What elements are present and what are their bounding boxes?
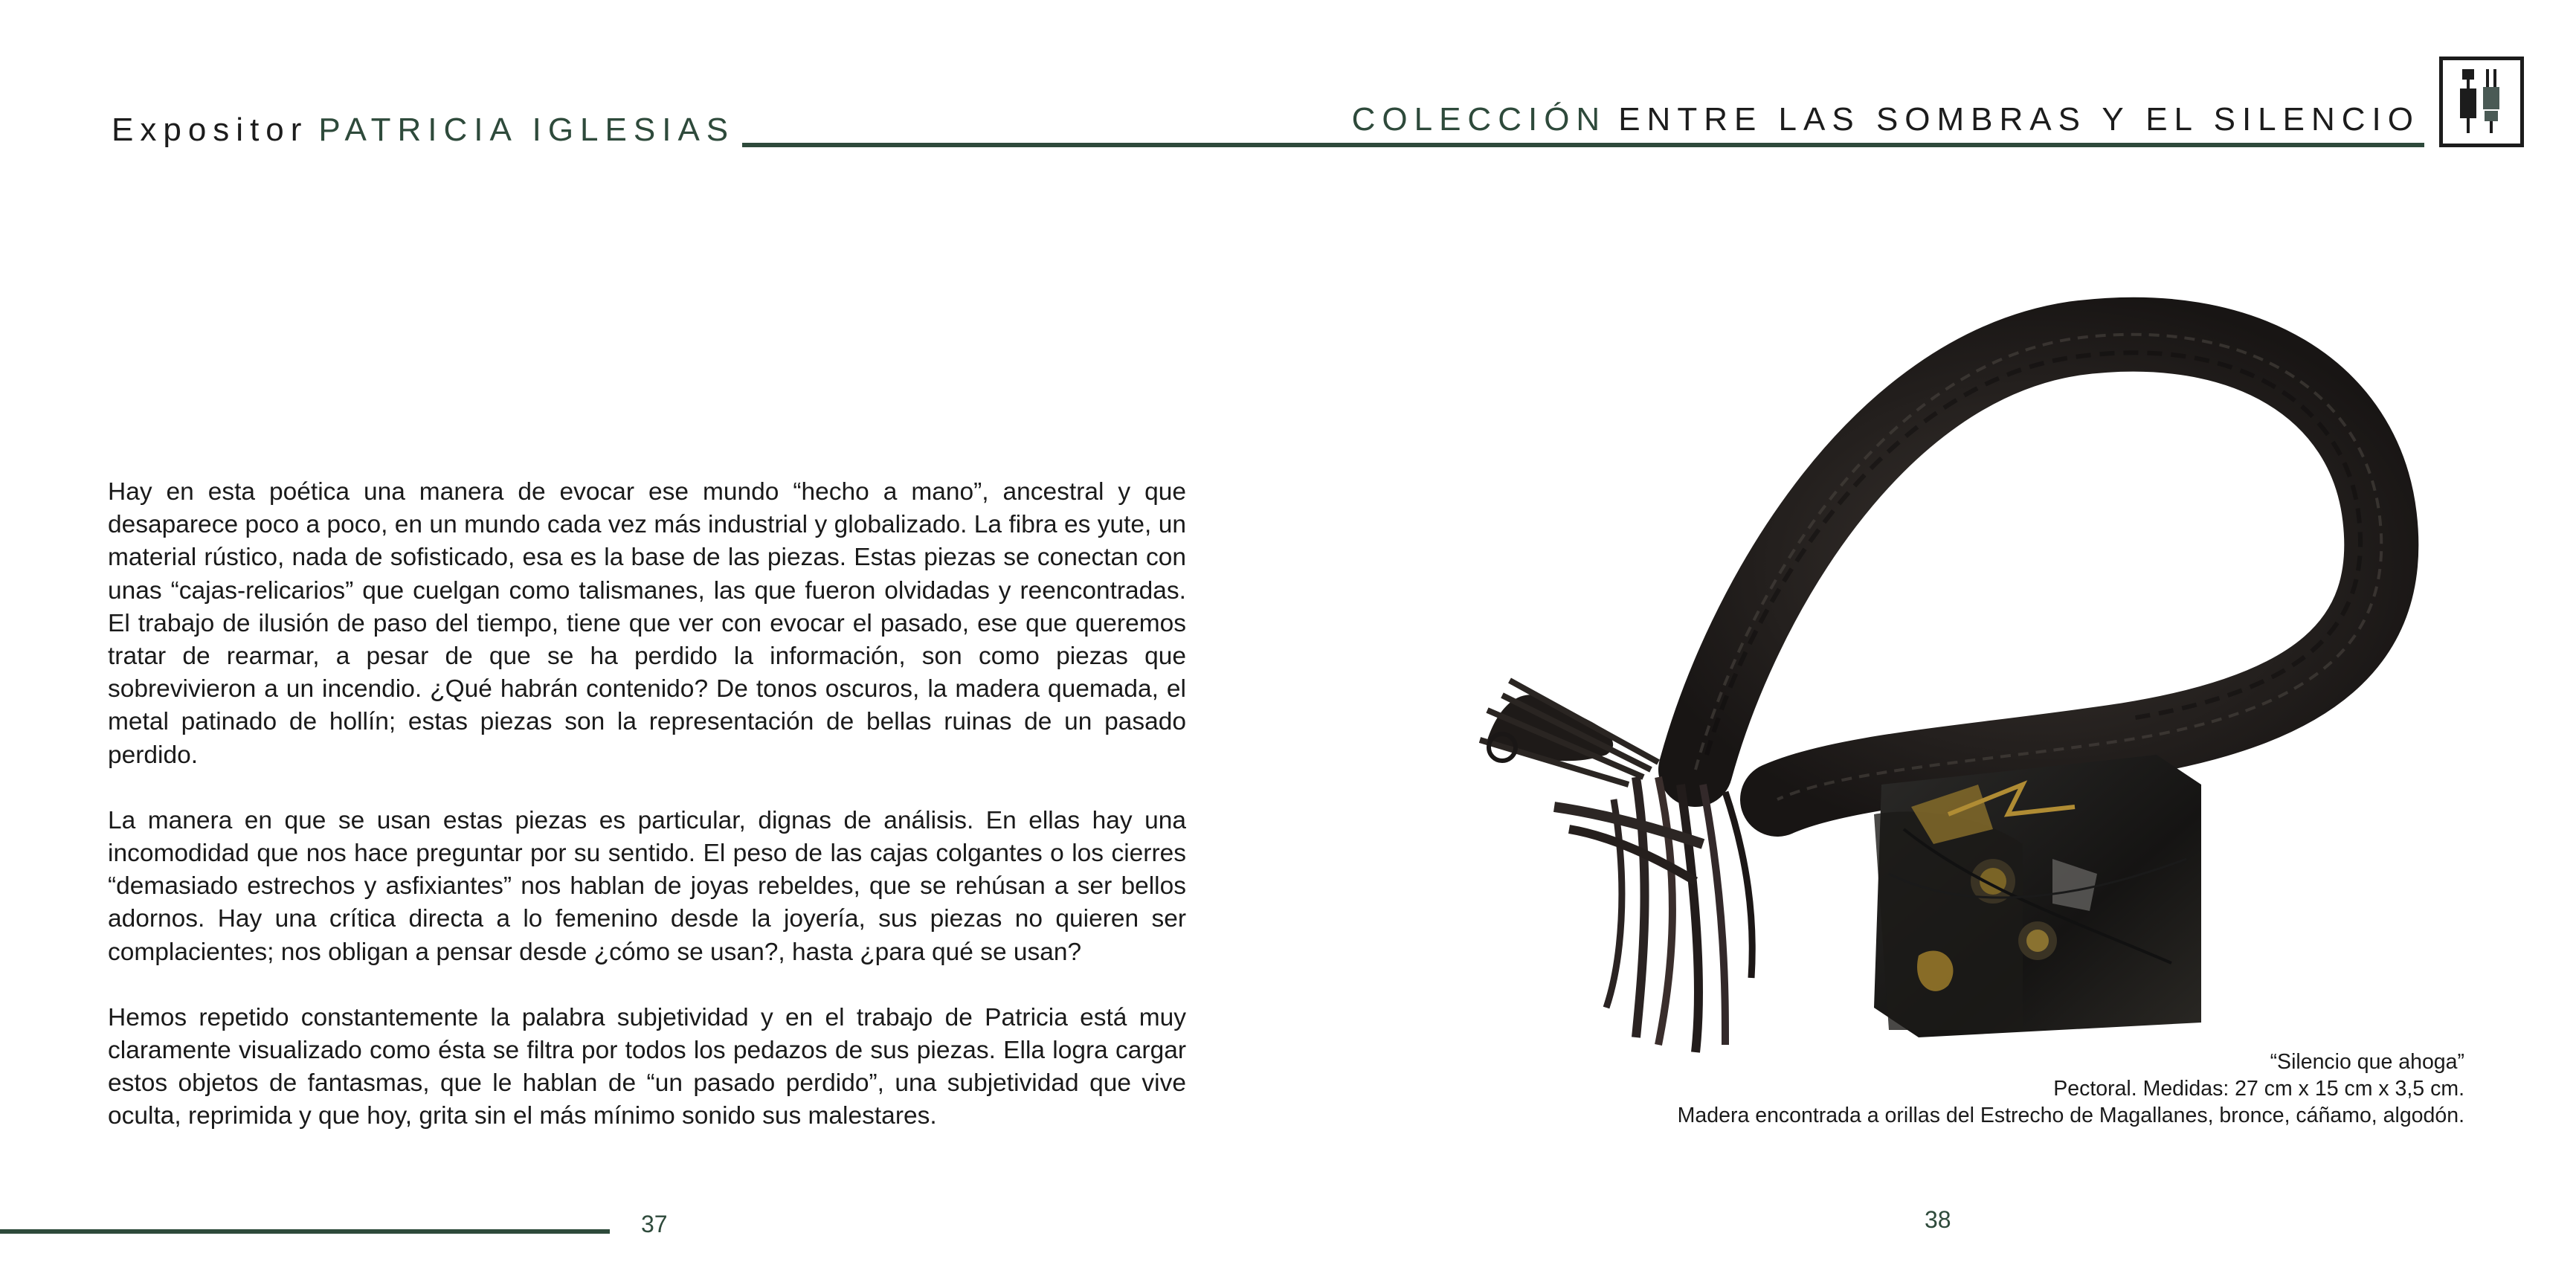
page-number-right: 38 <box>1925 1206 1951 1233</box>
collection-header <box>1352 101 2420 138</box>
exhibitor-name: PATRICIA IGLESIAS <box>318 112 735 148</box>
exhibitor-label: Expositor <box>112 112 309 148</box>
page-number-left: 37 <box>641 1211 668 1237</box>
footer-divider <box>0 1229 610 1234</box>
paragraph: La manera en que se usan estas piezas es particular, dignas de análisis. En ellas hay una incomodidad que nos hace preguntar por su sentido. El peso de las cajas colgantes o los cierres “demasiado estrechos y asfixiantes” nos hablan de joyas rebeldes, que se rehúsan a ser bellos adornos. Hay una crítica directa a lo femenino desde la joyería, sus piezas no quieren ser complacientes; nos obligan a pensar desde ¿cómo se usan?, hasta ¿para qué se usan? <box>108 806 1186 966</box>
collection-label: COLECCIÓN <box>1351 101 1607 138</box>
essay-text <box>108 476 1186 1166</box>
exhibitor-header <box>112 112 735 149</box>
artwork-caption <box>1423 1049 2464 1129</box>
caption-dimensions: Pectoral. Medidas: 27 cm x 15 cm x 3,5 cm. <box>2053 1077 2464 1101</box>
paragraph: Hay en esta poética una manera de evocar ese mundo “hecho a mano”, ancestral y que desaparece poco a poco, en un mundo cada vez más industrial y globalizado. La fibra es yute, un material rústico, nada de sofisticado, esa es la base de las piezas. Estas piezas se conectan con unas “cajas-relicarios” que cuelgan como talismanes, las que fueron olvidadas y reencontradas. El trabajo de ilusión de paso del tiempo, tiene que ver con evocar el pasado, ese que queremos tratar de rearmar, a pesar de que se ha perdido la información, son como piezas que sobrevivieron a un incendio. ¿Qué habrán contenido? De tonos oscuros, la madera quemada, el metal patinado de hollín; estas piezas son la representación de bellas ruinas de un pasado perdido. <box>108 478 1186 769</box>
caption-title: “Silencio que ahoga” <box>2270 1050 2464 1074</box>
paragraph: Hemos repetido constantemente la palabra subjetividad y en el trabajo de Patricia está muy claramente visualizado como ésta se filtra por todos los pedazos de sus piezas. Ella logra cargar estos objetos de fantasmas, que le hablan de “un pasado perdido”, una subjetividad que vive oculta, reprimida y que hoy, grita sin el más mínimo sonido sus malestares. <box>108 1003 1186 1130</box>
exhibition-logo-icon <box>2439 57 2524 147</box>
caption-materials: Madera encontrada a orillas del Estrecho de Magallanes, bronce, cáñamo, algodón. <box>1677 1104 2464 1127</box>
header-divider <box>742 143 2424 147</box>
artwork-photo <box>1458 294 2465 1112</box>
collection-title: ENTRE LAS SOMBRAS Y EL SILENCIO <box>1618 101 2420 138</box>
